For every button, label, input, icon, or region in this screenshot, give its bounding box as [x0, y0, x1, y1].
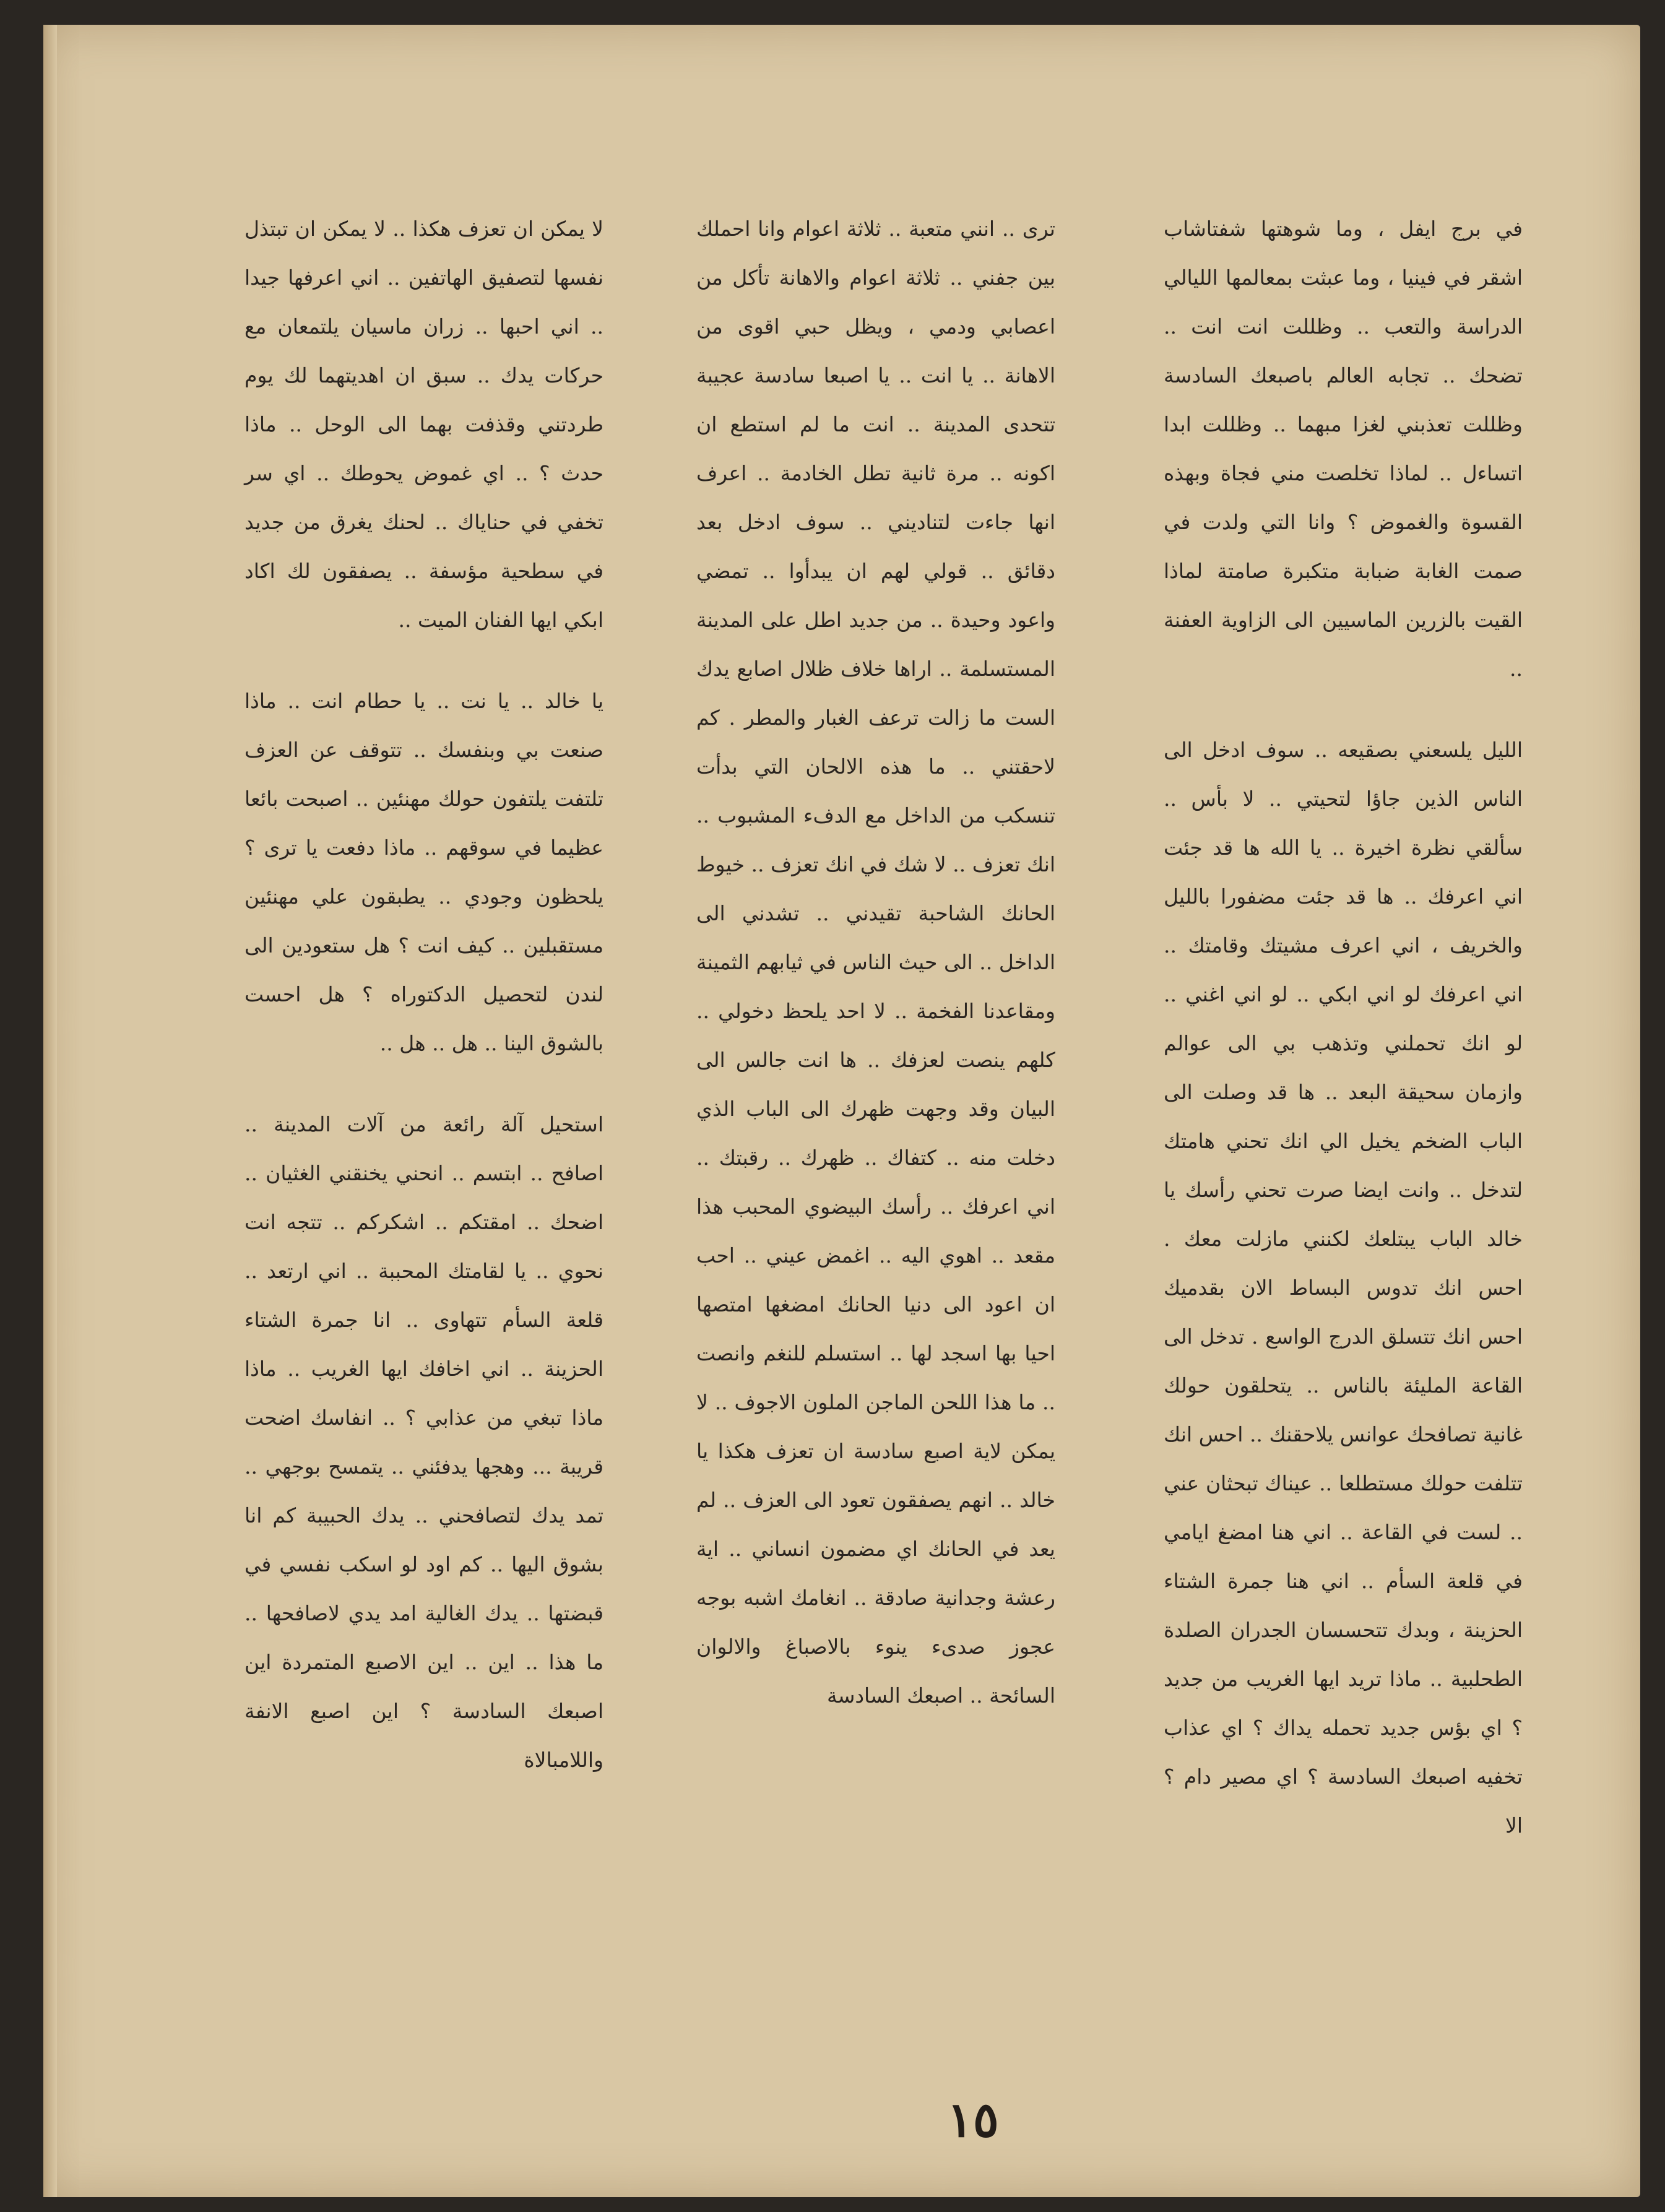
- magazine-page: [43, 25, 1640, 2197]
- paragraph: يا خالد .. يا نت .. يا حطام انت .. ماذا صنعت بي وبنفسك .. تتوقف عن العزف تلتفت يلتفون حولك مهنئين .. اصبحت بائعا عظيما في سوقهم .. ماذا دفعت يا ترى ؟ يلحظون وجودي .. يطبقون علي مهنئين مستقبلين .. كيف انت ؟ هل ستعودين الى لندن لتحصيل الدكتوراه ؟ هل احست بالشوق الينا .. هل .. هل ..: [244, 689, 603, 1055]
- text-column-middle: [696, 204, 1055, 1752]
- paragraph: لا يمكن ان تعزف هكذا .. لا يمكن ان تبتذل نفسها لتصفيق الهاتفين .. اني اعرفها جيدا .. اني احبها .. زران ماسيان يلتمعان مع حركات يدك .. سبق ان اهديتهما لك يوم طردتني وقذفت بهما الى الوحل .. ماذا حدث ؟ .. اي غموض يحوطك .. اي سر تخفي في حناياك .. لحنك يغرق من جديد في سطحية مؤسفة .. يصفقون لك اكاد ابكي ايها الفنان الميت ..: [244, 217, 603, 632]
- paragraph: الليل يلسعني بصقيعه .. سوف ادخل الى الناس الذين جاؤا لتحيتي .. لا بأس .. سألقي نظرة اخيرة .. يا الله ها قد جئت اني اعرفك .. ها قد جئت مضفورا بالليل والخريف ، اني اعرف مشيتك وقامتك .. اني اعرفك لو اني ابكي .. لو اني اغني .. لو انك تحملني وتذهب بي الى عوالم وازمان سحيقة البعد .. ها قد وصلت الى الباب الضخم يخيل الي انك تحني هامتك لتدخل .. وانت ايضا صرت تحني رأسك يا خالد الباب يبتلعك لكنني مازلت معك . احس انك تدوس البساط الان بقدميك احس انك تتسلق الدرج الواسع . تدخل الى القاعة المليئة بالناس .. يتحلقون حولك غانية تصافحك عوانس يلاحقنك .. احس انك تتلفت حولك مستطلعا .. عيناك تبحثان عني .. لست في القاعة .. اني هنا امضغ ايامي في قلعة السأم .. اني هنا جمرة الشتاء الحزينة ، وبدك تتحسسان الجدران الصلدة الطحلبية .. ماذا تريد ايها الغريب من جديد ؟ اي بؤس جديد تحمله يداك ؟ اي عذاب تخفيه اصبعك السادسة ؟ اي مصير دام ؟ الا: [1164, 738, 1523, 1838]
- text-column-left: [244, 204, 603, 1817]
- page-number: ١٥: [947, 2092, 999, 2148]
- text-column-right: [1164, 204, 1523, 1882]
- paragraph: ترى .. انني متعبة .. ثلاثة اعوام وانا احملك بين جفني .. ثلاثة اعوام والاهانة تأكل من اعصابي ودمي ، ويظل حبي اقوى من الاهانة .. يا انت .. يا اصبعا سادسة عجيبة تتحدى المدينة .. انت ما لم استطع ان اكونه .. مرة ثانية تطل الخادمة .. اعرف انها جاءت لتناديني .. سوف ادخل بعد دقائق .. قولي لهم ان يبدأوا .. تمضي واعود وحيدة .. من جديد اطل على المدينة المستسلمة .. اراها خلاف ظلال اصابع يدك الست ما زالت ترعف الغبار والمطر . كم لاحقتني .. ما هذه الالحان التي بدأت تنسكب من الداخل مع الدفء المشبوب .. انك تعزف .. لا شك في انك تعزف .. خيوط الحانك الشاحبة تقيدني .. تشدني الى الداخل .. الى حيث الناس في ثيابهم الثمينة ومقاعدنا الفخمة .. لا احد يلحظ دخولي .. كلهم ينصت لعزفك .. ها انت جالس الى البيان وقد وجهت ظهرك الى الباب الذي دخلت منه .. كتفاك .. ظهرك .. رقبتك .. اني اعرفك .. رأسك البيضوي المحبب هذا مقعد .. اهوي اليه .. اغمض عيني .. احب ان اعود الى دنيا الحانك امضغها امتصها احيا بها اسجد لها .. استسلم للنغم وانصت .. ما هذا اللحن الماجن الملون الاجوف .. لا يمكن لاية اصبع سادسة ان تعزف هكذا يا خالد .. انهم يصفقون تعود الى العزف .. لم يعد في الحانك اي مضمون انساني .. اية رعشة وجدانية صادقة .. انغامك اشبه بوجه عجوز صدىء ينوء بالاصباغ والالوان السائحة .. اصبعك السادسة: [696, 217, 1055, 1708]
- paragraph: استحيل آلة رائعة من آلات المدينة .. اصافح .. ابتسم .. انحني يخنقني الغثيان .. اضحك .. امقتكم .. اشكركم .. تتجه انت نحوي .. يا لقامتك المحببة .. اني ارتعد .. قلعة السأم تتهاوى .. انا جمرة الشتاء الحزينة .. اني اخافك ايها الغريب .. ماذا ماذا تبغي من عذابي ؟ .. انفاسك اضحت قريبة ... وهجها يدفئني .. يتمسح بوجهي .. تمد يدك لتصافحني .. يدك الحبيبة كم انا بشوق اليها .. كم اود لو اسكب نفسي في قبضتها .. يدك الغالية امد يدي لاصافحها .. ما هذا .. اين .. اين الاصبع المتمردة اين اصبعك السادسة ؟ اين اصبع الانفة واللامبالاة: [244, 1112, 603, 1772]
- page-binding-edge: [43, 25, 57, 2197]
- paragraph: في برج ايفل ، وما شوهتها شفتاشاب اشقر في فينيا ، وما عبثت بمعالمها الليالي الدراسة والتعب .. وظللت انت انت .. تضحك .. تجابه العالم باصبعك السادسة وظللت تعذبني لغزا مبهما .. وظللت ابدا اتساءل .. لماذا تخلصت مني فجاة وبهذه القسوة والغموض ؟ وانا التي ولدت في صمت الغابة ضبابة متكبرة صامتة لماذا القيت بالزرين الماسيين الى الزاوية العفنة ..: [1164, 217, 1523, 681]
